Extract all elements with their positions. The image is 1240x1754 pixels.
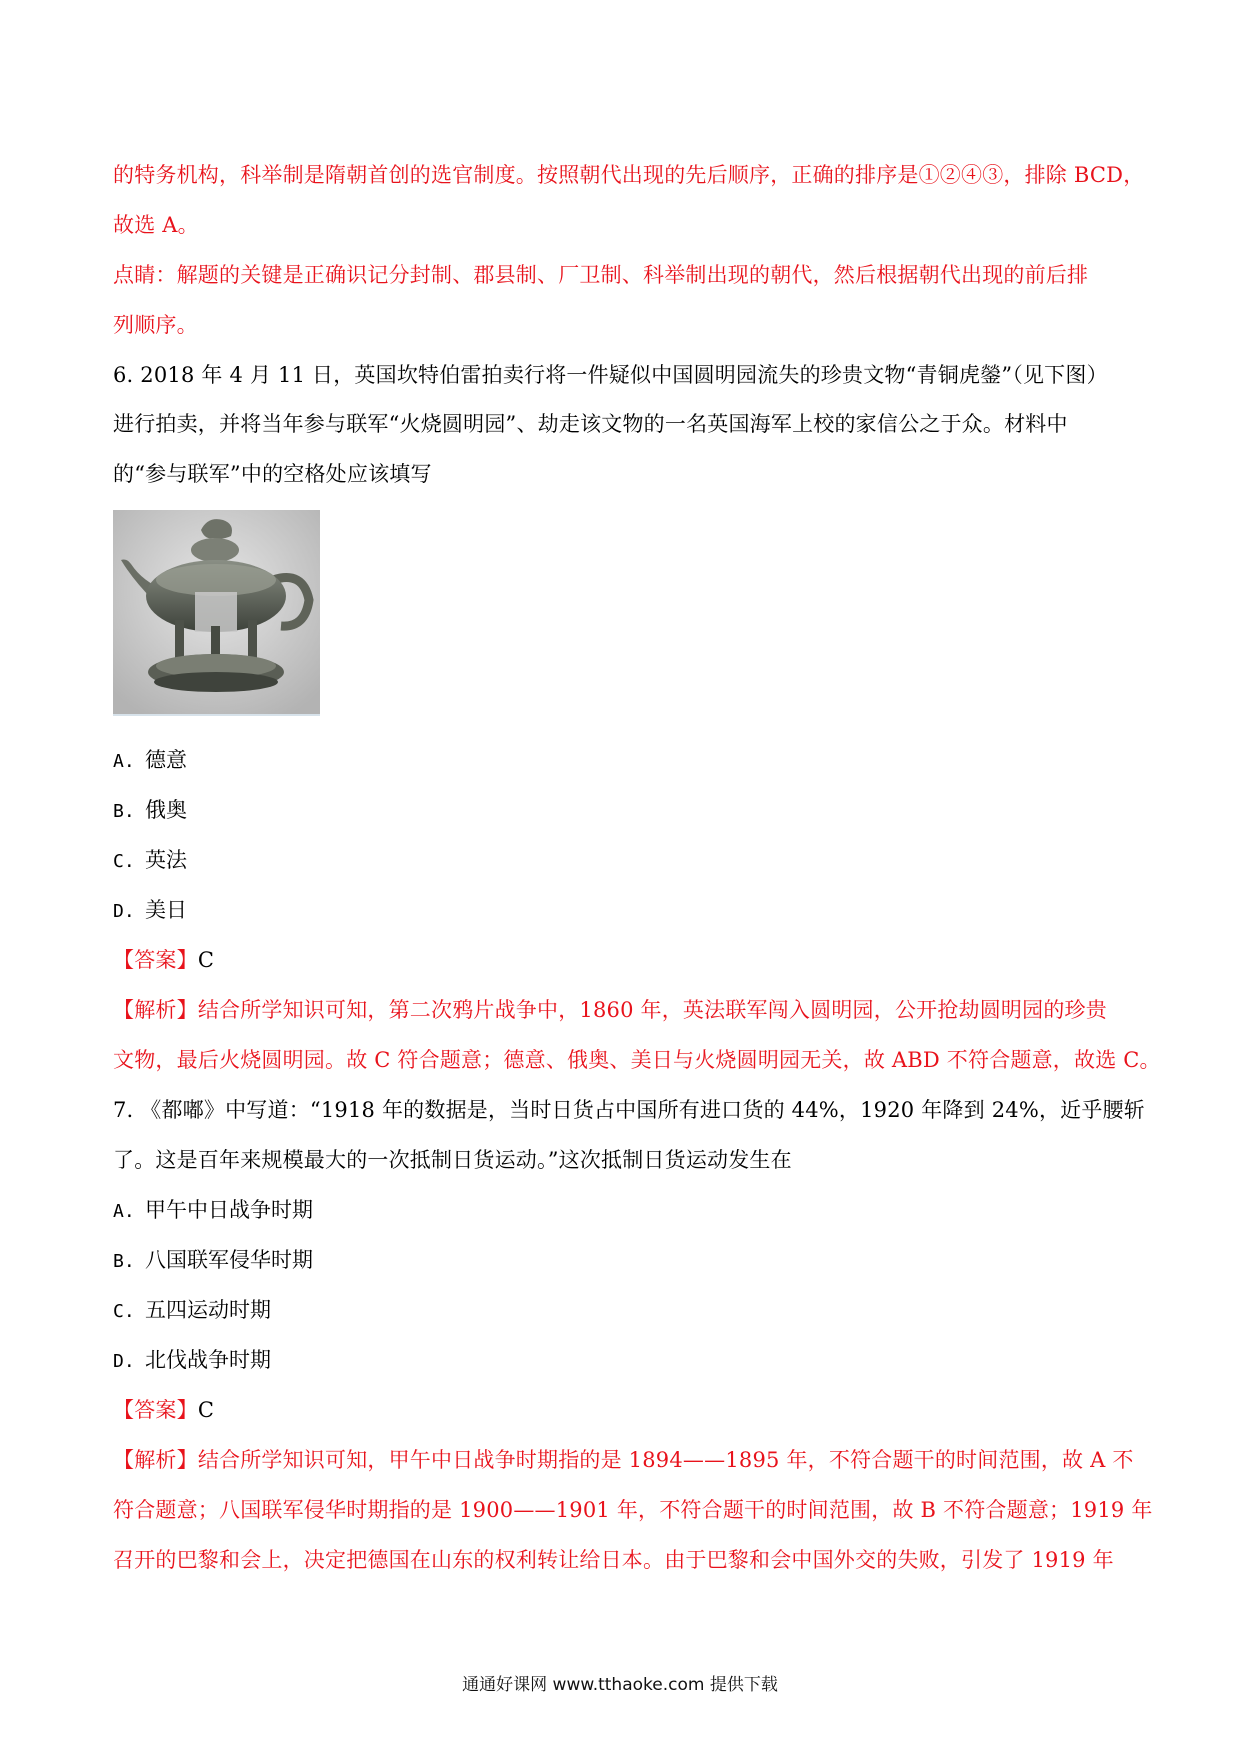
q7-option-a-text: 甲午中日战争时期: [145, 1198, 313, 1222]
q7-answer-value: C: [197, 1398, 215, 1422]
q6-stem-line1: 6. 2018 年 4 月 11 日，英国坎特伯雷拍卖行将一件疑似中国圆明园流失的珍贵文物“青铜虎鎣”（见下图）: [113, 363, 1108, 387]
dianjing-line2: 列顺序。: [113, 313, 198, 337]
q7-option-c-label: C.: [113, 1301, 135, 1322]
q7-option-b-label: B.: [113, 1251, 135, 1272]
q7-stem-line2: 了。这是百年来规模最大的一次抵制日货运动。”这次抵制日货运动发生在: [113, 1148, 792, 1172]
q6-option-c-text: 英法: [145, 848, 187, 872]
q7-option-d-label: D.: [113, 1351, 135, 1372]
q7-analysis-tag: 【解析】: [113, 1448, 198, 1472]
q7-analysis-line2: 符合题意；八国联军侵华时期指的是 1900——1901 年，不符合题干的时间范围，故 B 不符合题意；1919 年: [113, 1498, 1153, 1522]
q7-option-c: [113, 1295, 271, 1327]
q6-option-b-label: B.: [113, 801, 135, 822]
q7-analysis-text1: 结合所学知识可知，甲午中日战争时期指的是 1894——1895 年，不符合题干的时间范围，故 A 不: [197, 1448, 1134, 1472]
q6-stem-line2: 进行拍卖，并将当年参与联军“火烧圆明园”、劫走该文物的一名英国海军上校的家信公之于众。材料中: [113, 412, 1068, 436]
q6-option-a-label: A.: [113, 751, 135, 772]
q7-option-b: [113, 1245, 313, 1277]
q6-analysis-text1: 结合所学知识可知，第二次鸦片战争中，1860 年，英法联军闯入圆明园，公开抢劫圆明园的珍贵: [197, 998, 1107, 1022]
q5-analysis-line1: 的特务机构，科举制是隋朝首创的选官制度。按照朝代出现的先后顺序，正确的排序是①②④③，排除 BCD，: [113, 163, 1145, 187]
q6-analysis-tag: 【解析】: [113, 998, 198, 1022]
q7-option-c-text: 五四运动时期: [145, 1298, 271, 1322]
q6-analysis-line2: 文物，最后火烧圆明园。故 C 符合题意；德意、俄奥、美日与火烧圆明园无关，故 ABD 不符合题意，故选 C。: [113, 1048, 1161, 1072]
q6-option-b-text: 俄奥: [145, 798, 187, 822]
q6-option-a-text: 德意: [145, 748, 187, 772]
q7-option-a-label: A.: [113, 1201, 135, 1222]
q6-option-b: [113, 795, 187, 827]
q5-analysis-line2: 故选 A。: [113, 213, 199, 237]
q7-stem-line1: 7. 《都嘟》中写道：“1918 年的数据是，当时日货占中国所有进口货的 44%，1920 年降到 24%，近乎腰斩: [113, 1098, 1145, 1122]
q7-option-d: [113, 1345, 271, 1377]
q6-stem-line3: 的“参与联军”中的空格处应该填写: [113, 462, 432, 486]
q6-option-d: [113, 895, 187, 927]
dianjing-line1: 点睛：解题的关键是正确识记分封制、郡县制、厂卫制、科举制出现的朝代，然后根据朝代出现的前后排: [113, 263, 1089, 287]
q6-analysis-line1: [113, 995, 1133, 1025]
q6-answer-value: C: [197, 948, 215, 972]
q7-answer: [113, 1395, 1133, 1425]
q7-answer-tag: 【答案】: [113, 1398, 198, 1422]
q6-answer: [113, 945, 1133, 975]
page-footer: 通通好课网 www.tthaoke.com 提供下载: [462, 1675, 778, 1695]
bronze-tiger-vessel-icon: [113, 510, 320, 714]
q6-option-c-label: C.: [113, 851, 135, 872]
q6-option-a: [113, 745, 187, 777]
bronze-vessel-image: [113, 510, 320, 716]
q7-option-a: [113, 1195, 313, 1227]
q6-option-c: [113, 845, 187, 877]
q6-answer-tag: 【答案】: [113, 948, 198, 972]
q6-option-d-label: D.: [113, 901, 135, 922]
q7-option-d-text: 北伐战争时期: [145, 1348, 271, 1372]
q7-option-b-text: 八国联军侵华时期: [145, 1248, 313, 1272]
q6-option-d-text: 美日: [145, 898, 187, 922]
q7-analysis-line3: 召开的巴黎和会上，决定把德国在山东的权利转让给日本。由于巴黎和会中国外交的失败，引发了 1919 年: [113, 1548, 1114, 1572]
q7-analysis-line1: [113, 1445, 1133, 1475]
